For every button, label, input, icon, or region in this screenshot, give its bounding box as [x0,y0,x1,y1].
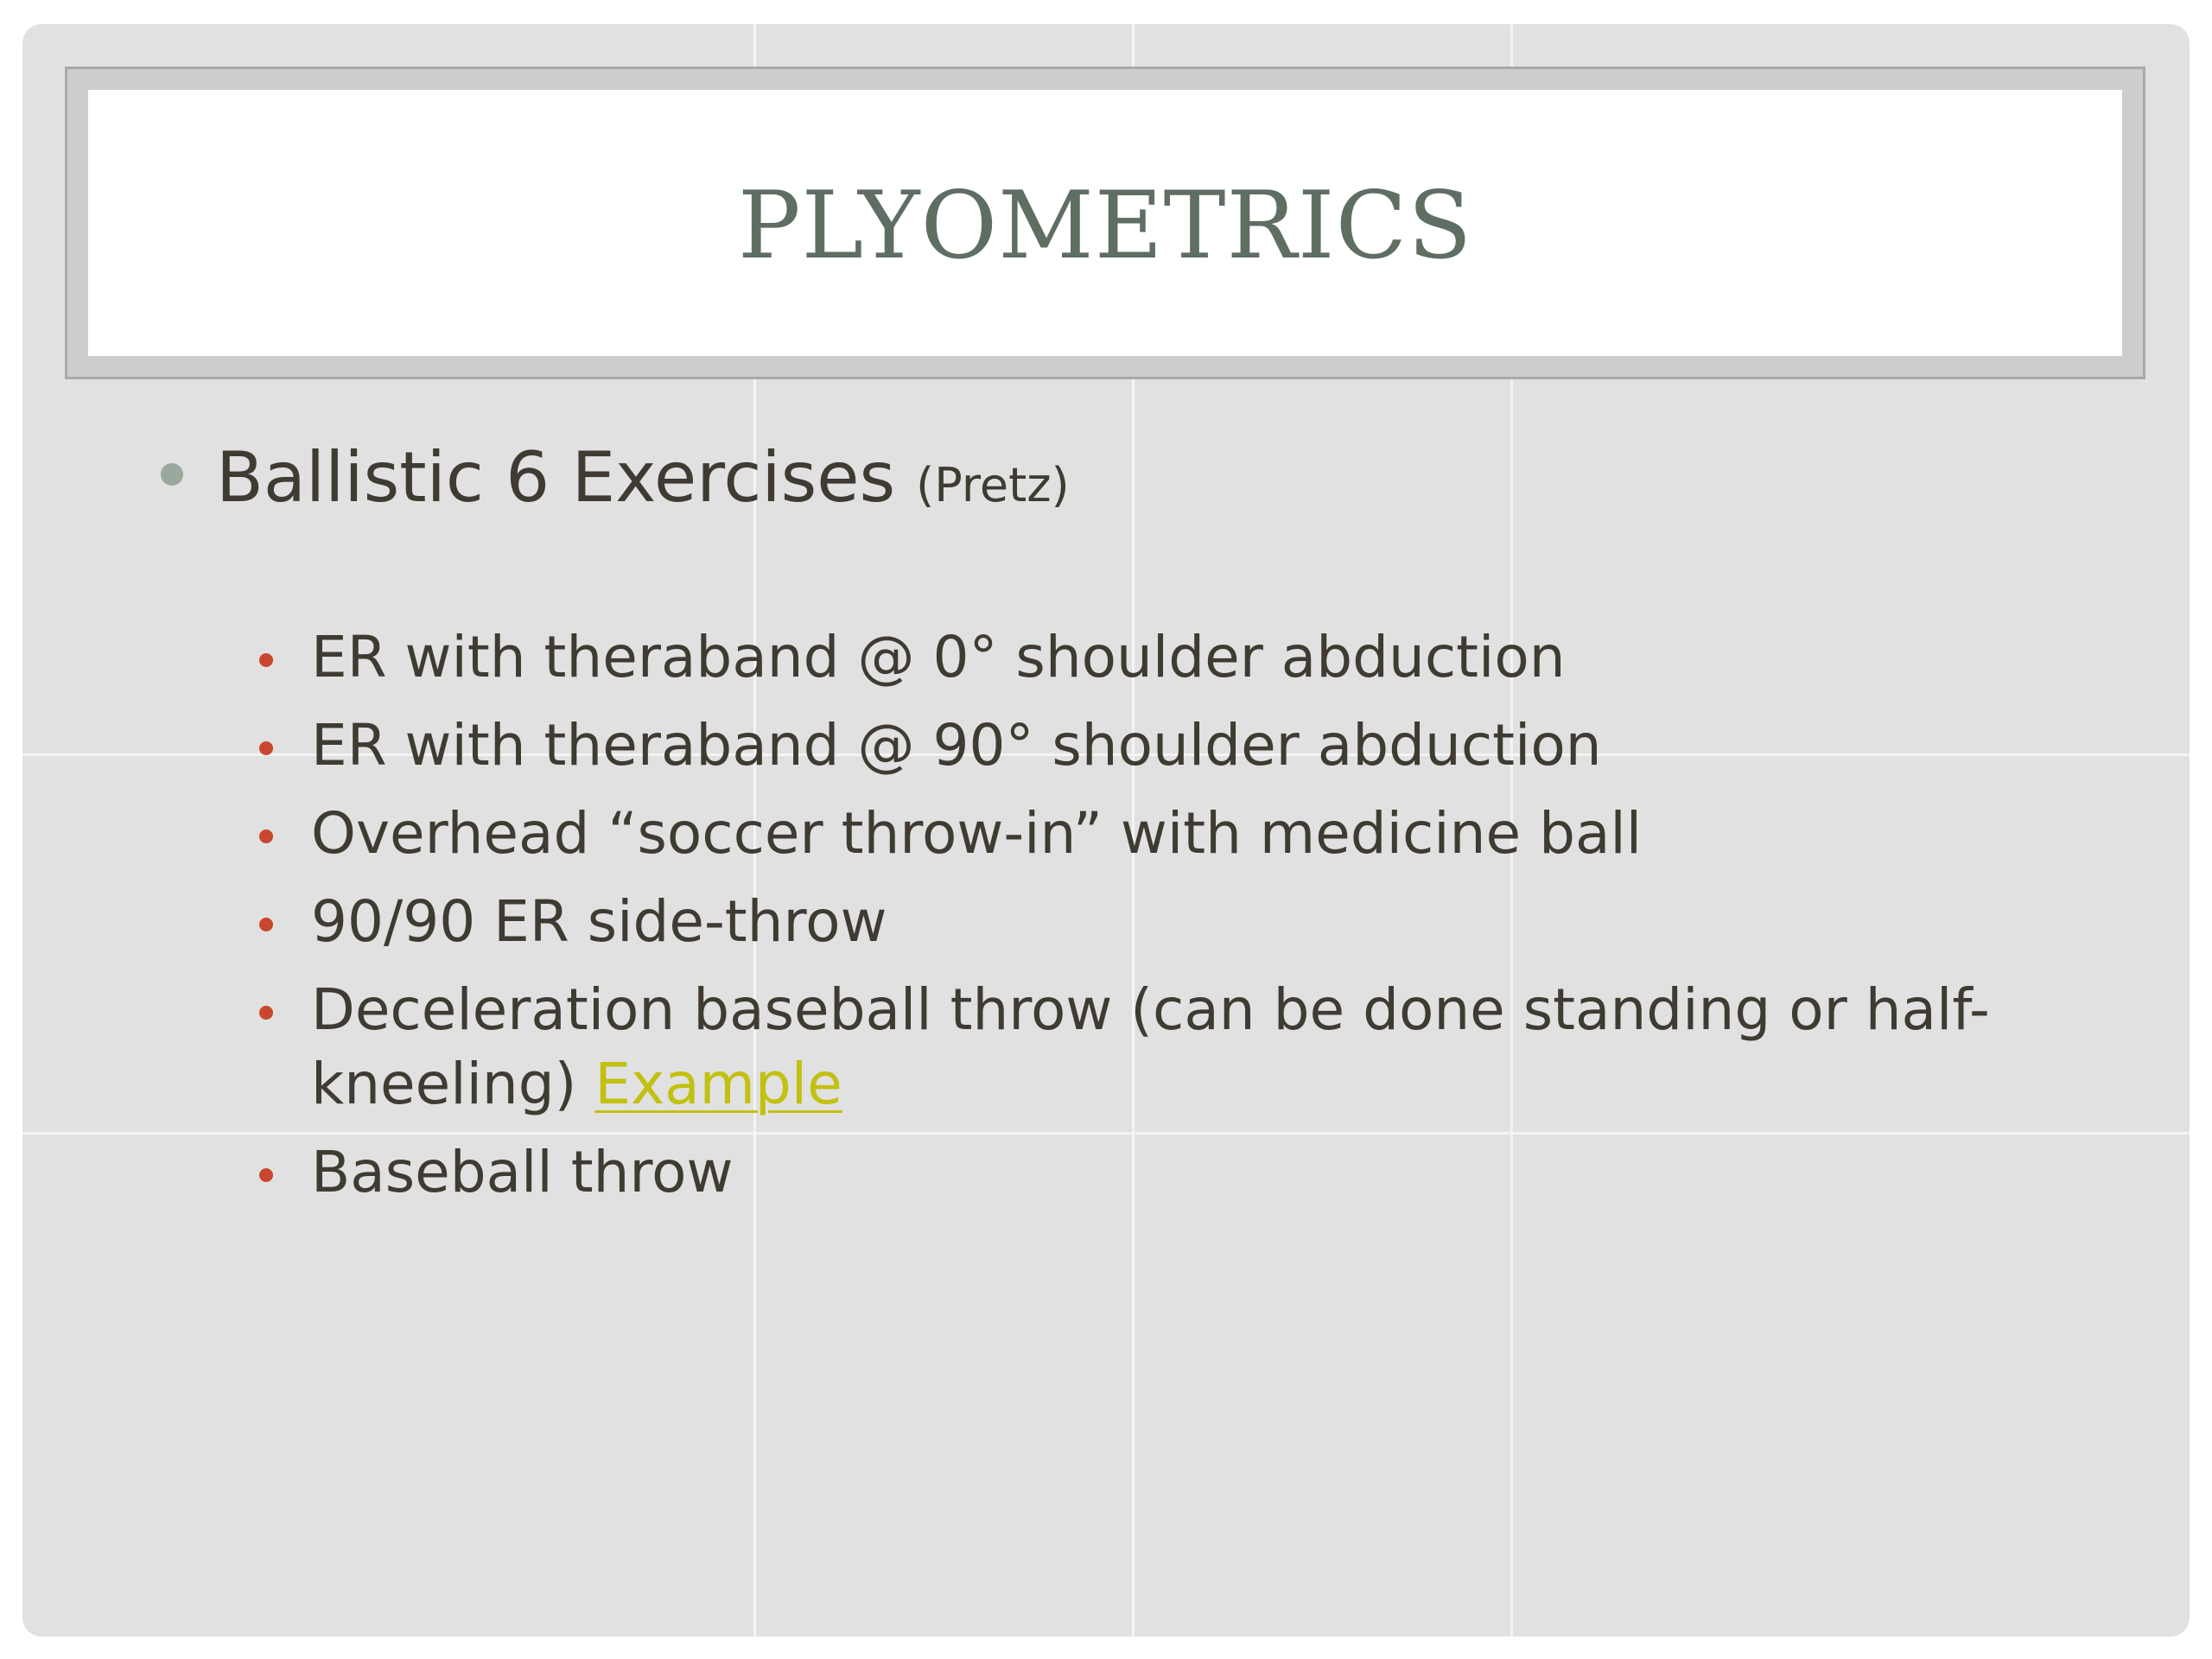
example-link[interactable]: Example [594,1051,842,1117]
bullet-dot-icon [259,830,273,843]
list-item-text: Baseball throw [311,1139,734,1205]
list-item-text: 90/90 ER side-throw [311,888,887,955]
main-bullet [161,437,1070,518]
list-item [237,973,2138,1122]
bullet-dot-icon [259,653,273,667]
list-item [237,709,2138,783]
main-bullet-text: Ballistic 6 Exercises [216,437,896,518]
list-item [237,1135,2138,1210]
bullet-dot-icon [259,1168,273,1182]
main-bullet-note: (Pretz) [916,458,1070,512]
bullet-dot-icon [259,918,273,931]
bullet-dot-icon [259,1006,273,1020]
list-item-text: Deceleration baseball throw (can be done standing or half-kneeling) [311,976,1990,1117]
slide [22,24,2190,1637]
slide-title: PLYOMETRICS [737,171,1473,280]
list-item [237,620,2138,695]
list-item [237,797,2138,871]
list-item-text: ER with theraband @ 90° shoulder abduction [311,712,1602,779]
bullet-dot-icon [161,463,183,486]
list-item [237,885,2138,959]
slide-content [22,24,2190,1637]
list-item-text: Overhead “soccer throw-in” with medicine ball [311,800,1643,867]
exercise-list [237,620,2138,1224]
list-item-text: ER with theraband @ 0° shoulder abduction [311,624,1566,690]
bullet-dot-icon [259,741,273,755]
